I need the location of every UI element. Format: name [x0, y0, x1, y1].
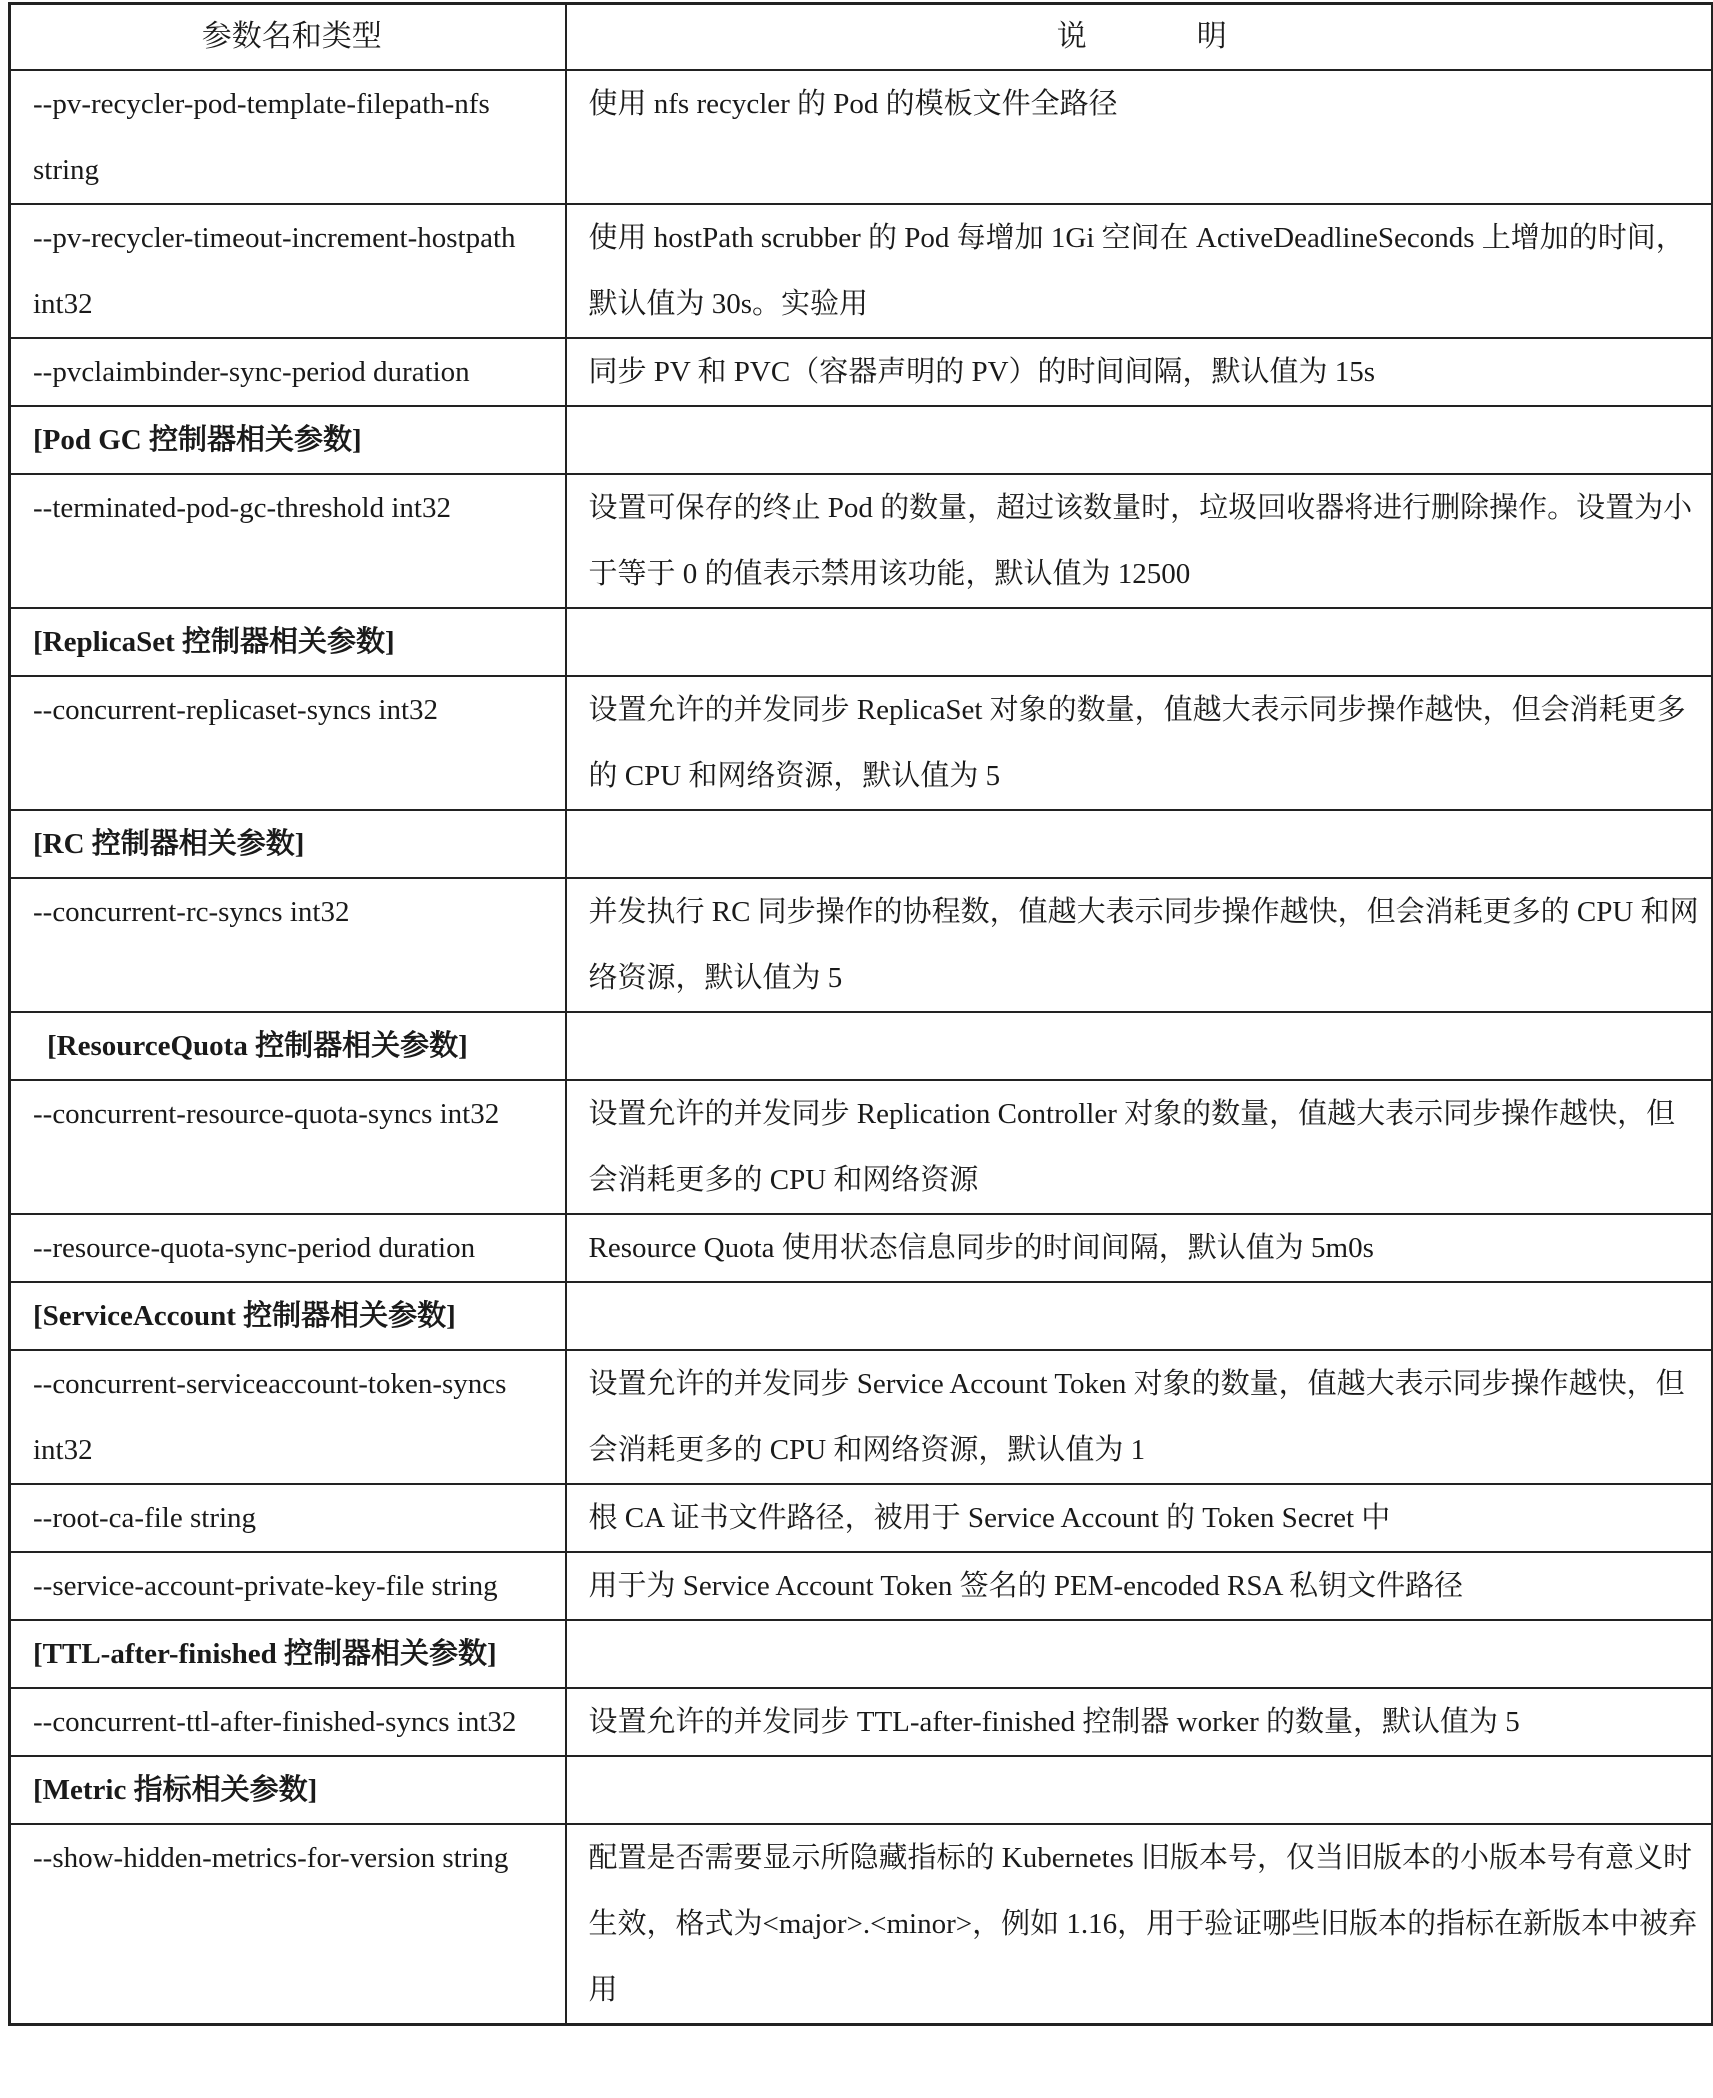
param-description-cell: 同步 PV 和 PVC（容器声明的 PV）的时间间隔，默认值为 15s	[566, 338, 1713, 406]
param-name-cell: --concurrent-replicaset-syncs int32	[10, 676, 566, 810]
parameter-table-page	[8, 2, 1711, 2026]
table-row	[10, 70, 1713, 204]
param-name-cell: --service-account-private-key-file string	[10, 1552, 566, 1620]
table-row	[10, 1824, 1713, 2025]
param-name-cell: --root-ca-file string	[10, 1484, 566, 1552]
param-description-cell: 设置允许的并发同步 ReplicaSet 对象的数量，值越大表示同步操作越快，但会消耗更多的 CPU 和网络资源，默认值为 5	[566, 676, 1713, 810]
section-title: [TTL-after-finished 控制器相关参数]	[10, 1620, 566, 1688]
section-empty-cell	[566, 608, 1713, 676]
table-row	[10, 1350, 1713, 1484]
table-row	[10, 204, 1713, 338]
section-title: [ReplicaSet 控制器相关参数]	[10, 608, 566, 676]
table-header-row	[10, 4, 1713, 71]
section-header-row	[10, 1756, 1713, 1824]
param-name-cell: --show-hidden-metrics-for-version string	[10, 1824, 566, 2025]
param-description-cell: 并发执行 RC 同步操作的协程数，值越大表示同步操作越快，但会消耗更多的 CPU 和网络资源，默认值为 5	[566, 878, 1713, 1012]
table-body	[10, 70, 1713, 2025]
table-row	[10, 676, 1713, 810]
section-title: [ResourceQuota 控制器相关参数]	[10, 1012, 566, 1080]
param-description-cell: 设置允许的并发同步 Service Account Token 对象的数量，值越大表示同步操作越快，但会消耗更多的 CPU 和网络资源，默认值为 1	[566, 1350, 1713, 1484]
param-description-cell: 设置可保存的终止 Pod 的数量，超过该数量时，垃圾回收器将进行删除操作。设置为小于等于 0 的值表示禁用该功能，默认值为 12500	[566, 474, 1713, 608]
param-name-cell: --pvclaimbinder-sync-period duration	[10, 338, 566, 406]
param-description-cell: 配置是否需要显示所隐藏指标的 Kubernetes 旧版本号，仅当旧版本的小版本号有意义时生效，格式为<major>.<minor>，例如 1.16，用于验证哪些旧版本的指标在新版本中被弃用	[566, 1824, 1713, 2025]
table-row	[10, 1688, 1713, 1756]
param-name-cell: --terminated-pod-gc-threshold int32	[10, 474, 566, 608]
table-row	[10, 878, 1713, 1012]
param-name-cell: --concurrent-serviceaccount-token-syncs int32	[10, 1350, 566, 1484]
param-name-cell: --concurrent-rc-syncs int32	[10, 878, 566, 1012]
param-description-cell: 根 CA 证书文件路径，被用于 Service Account 的 Token Secret 中	[566, 1484, 1713, 1552]
param-description-cell: 设置允许的并发同步 Replication Controller 对象的数量，值越大表示同步操作越快，但会消耗更多的 CPU 和网络资源	[566, 1080, 1713, 1214]
section-title: [RC 控制器相关参数]	[10, 810, 566, 878]
section-header-row	[10, 608, 1713, 676]
table-row	[10, 1080, 1713, 1214]
param-name-cell: --pv-recycler-timeout-increment-hostpath int32	[10, 204, 566, 338]
section-title: [Pod GC 控制器相关参数]	[10, 406, 566, 474]
param-name-cell: --pv-recycler-pod-template-filepath-nfs string	[10, 70, 566, 204]
table-row	[10, 1552, 1713, 1620]
section-header-row	[10, 406, 1713, 474]
param-description-cell: 使用 nfs recycler 的 Pod 的模板文件全路径	[566, 70, 1713, 204]
table-row	[10, 474, 1713, 608]
param-description-cell: Resource Quota 使用状态信息同步的时间间隔，默认值为 5m0s	[566, 1214, 1713, 1282]
header-param-name-type: 参数名和类型	[10, 4, 566, 71]
section-header-row	[10, 1012, 1713, 1080]
section-title: [Metric 指标相关参数]	[10, 1756, 566, 1824]
section-empty-cell	[566, 1620, 1713, 1688]
table-row	[10, 1484, 1713, 1552]
param-description-cell: 使用 hostPath scrubber 的 Pod 每增加 1Gi 空间在 ActiveDeadlineSeconds 上增加的时间，默认值为 30s。实验用	[566, 204, 1713, 338]
section-header-row	[10, 1282, 1713, 1350]
section-empty-cell	[566, 1282, 1713, 1350]
section-header-row	[10, 810, 1713, 878]
table-row	[10, 1214, 1713, 1282]
parameter-table	[8, 2, 1713, 2026]
table-row	[10, 338, 1713, 406]
header-description: 说 明	[566, 4, 1713, 71]
section-empty-cell	[566, 406, 1713, 474]
section-empty-cell	[566, 1012, 1713, 1080]
section-empty-cell	[566, 1756, 1713, 1824]
section-header-row	[10, 1620, 1713, 1688]
section-title: [ServiceAccount 控制器相关参数]	[10, 1282, 566, 1350]
param-description-cell: 用于为 Service Account Token 签名的 PEM-encoded RSA 私钥文件路径	[566, 1552, 1713, 1620]
param-name-cell: --concurrent-resource-quota-syncs int32	[10, 1080, 566, 1214]
param-description-cell: 设置允许的并发同步 TTL-after-finished 控制器 worker 的数量，默认值为 5	[566, 1688, 1713, 1756]
section-empty-cell	[566, 810, 1713, 878]
param-name-cell: --concurrent-ttl-after-finished-syncs int32	[10, 1688, 566, 1756]
param-name-cell: --resource-quota-sync-period duration	[10, 1214, 566, 1282]
